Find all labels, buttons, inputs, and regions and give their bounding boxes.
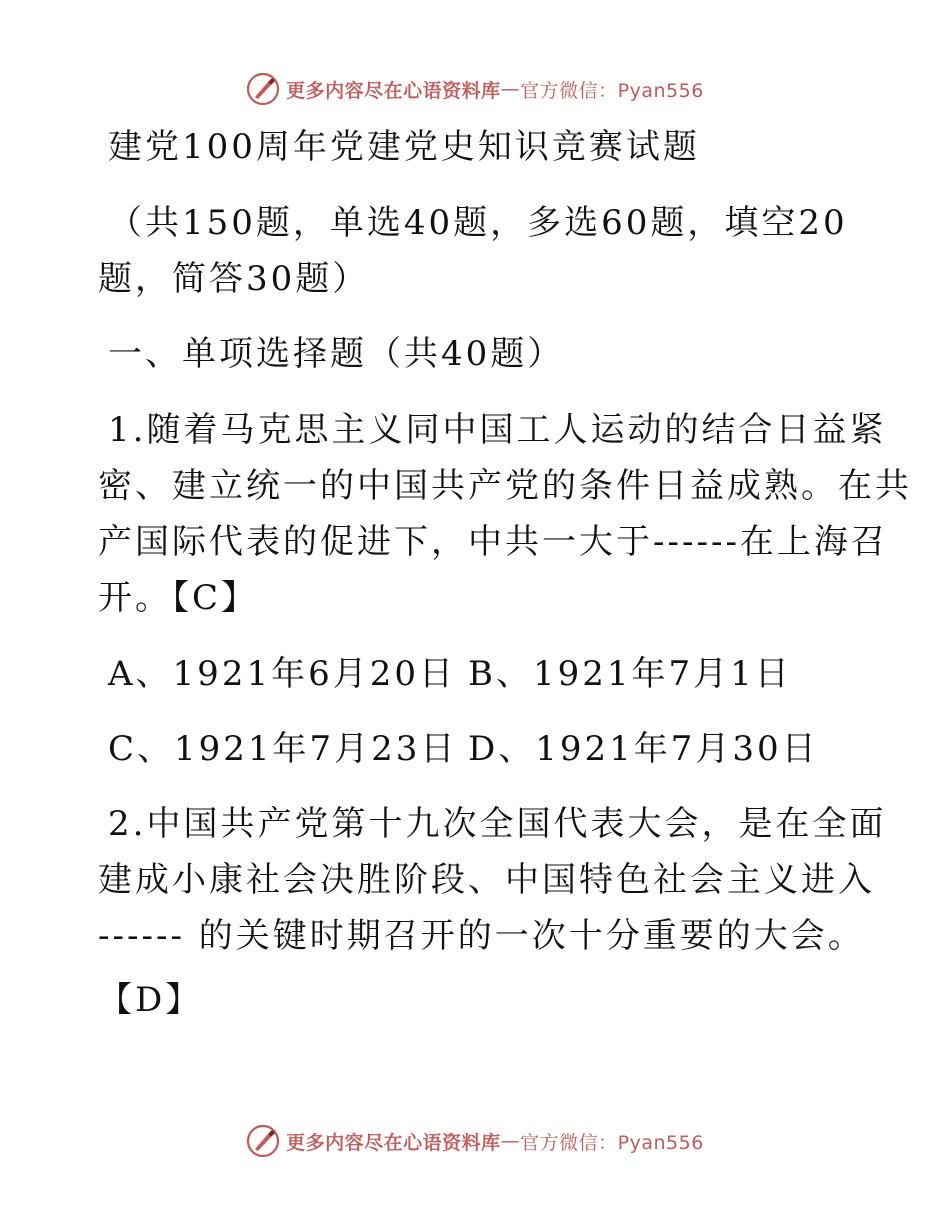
question-1-line-3: 产国际代表的促进下，中共一大于------在上海召 — [98, 522, 888, 562]
watermark-footer — [0, 1124, 950, 1158]
summary-line-2: 题，简答30题） — [98, 259, 370, 299]
pen-logo-icon — [246, 72, 280, 106]
question-2-line-3: ------ 的关键时期召开的一次十分重要的大会。 — [98, 916, 865, 956]
watermark-text: 更多内容尽在心语资料库 — [286, 1131, 501, 1154]
watermark-separator: — — [500, 1130, 521, 1152]
document-title: 建党100周年党建党史知识竞赛试题 — [108, 127, 700, 167]
question-1-option-c: C、1921年7月23日 — [108, 729, 458, 769]
question-1-option-a: A、1921年6月20日 — [108, 654, 456, 694]
question-2-line-1: 2.中国共产党第十九次全国代表大会，是在全面 — [108, 804, 887, 844]
watermark-header — [0, 72, 950, 106]
watermark-wechat: 官方微信：Pyan556 — [520, 79, 704, 102]
question-1-line-4: 开。【C】 — [98, 578, 259, 618]
question-1-line-2: 密、建立统一的中国共产党的条件日益成熟。在共 — [98, 466, 912, 506]
question-1-option-d: D、1921年7月30日 — [468, 729, 819, 769]
pen-logo-icon — [246, 1124, 280, 1158]
watermark-wechat: 官方微信：Pyan556 — [520, 1131, 704, 1154]
watermark-text: 更多内容尽在心语资料库 — [286, 79, 501, 102]
question-2-line-2: 建成小康社会决胜阶段、中国特色社会主义进入 — [98, 860, 875, 900]
question-1-option-b: B、1921年7月1日 — [468, 654, 792, 694]
question-2-line-4: 【D】 — [98, 980, 203, 1020]
summary-line-1: （共150题，单选40题，多选60题，填空20 — [108, 203, 848, 243]
question-1-line-1: 1.随着马克思主义同中国工人运动的结合日益紧 — [108, 410, 887, 450]
section-heading: 一、单项选择题（共40题） — [108, 334, 565, 374]
watermark-separator: — — [500, 78, 521, 100]
